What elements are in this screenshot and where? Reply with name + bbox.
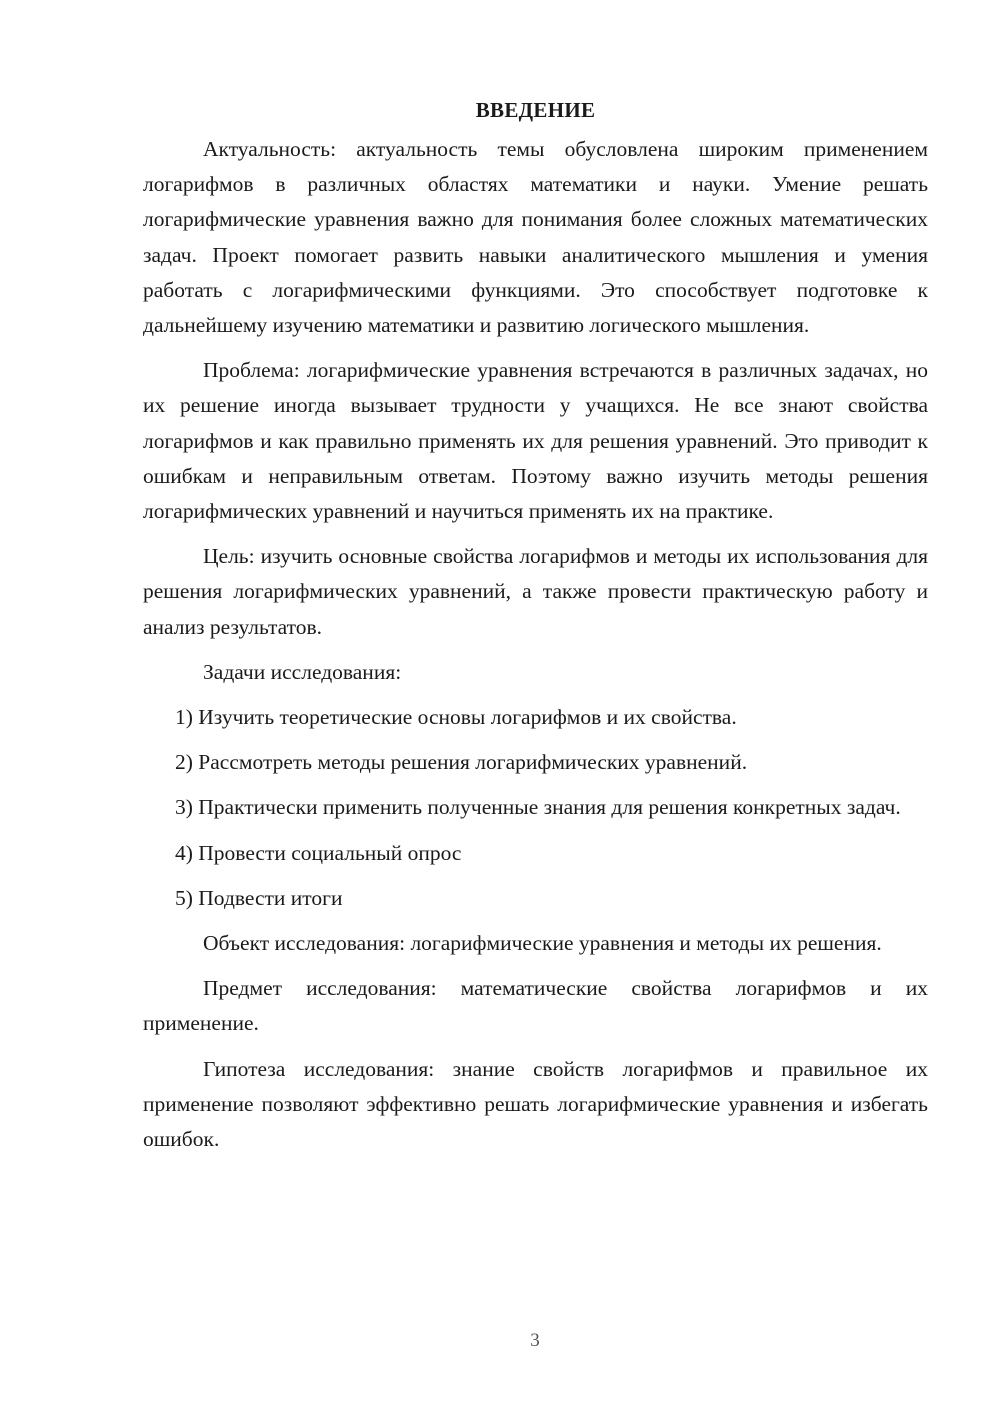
task-item-5: 5) Подвести итоги xyxy=(175,885,343,910)
hypothesis-paragraph: Гипотеза исследования: знание свойств логарифмов и правильное их применение позволяют эффективно решать логарифмические уравнения и избегать ошибок. xyxy=(143,1056,928,1152)
task-item-4: 4) Провести социальный опрос xyxy=(175,840,462,865)
object-paragraph: Объект исследования: логарифмические уравнения и методы их решения. xyxy=(203,931,882,956)
goal-paragraph: Цель: изучить основные свойства логарифмов и методы их использования для решения логарифмических уравнений, а также провести практическую работу и анализ результатов. xyxy=(143,544,928,639)
task-item-1: 1) Изучить теоретические основы логарифмов и их свойства. xyxy=(175,705,737,730)
relevance-paragraph: Актуальность: актуальность темы обусловлена широким применением логарифмов в различных областях математики и науки. Умение решать логарифмические уравнения важно для понимания более сложных математических задач. Проект помогает развить навыки аналитического мышления и умения работать с логарифмическими функциями. Это способствует подготовке к дальнейшему изучению математики и развитию логического мышления. xyxy=(143,137,928,338)
page-number: 3 xyxy=(530,1330,540,1351)
problem-paragraph: Проблема: логарифмические уравнения встречаются в различных задачах, но их решение иногда вызывает трудности у учащихся. Не все знают свойства логарифмов и как правильно применять их для решения уравнений. Это приводит к ошибкам и неправильным ответам. Поэтому важно изучить методы решения логарифмических уравнений и научиться применять их на практике. xyxy=(143,358,928,524)
task-item-3: 3) Практически применить полученные знания для решения конкретных задач. xyxy=(175,795,901,820)
task-item-2: 2) Рассмотреть методы решения логарифмических уравнений. xyxy=(175,750,748,775)
tasks-heading: Задачи исследования: xyxy=(203,659,402,684)
page-title: ВВЕДЕНИЕ xyxy=(475,98,596,122)
document-page xyxy=(143,92,928,1167)
subject-paragraph: Предмет исследования: математические свойства логарифмов и их применение. xyxy=(143,976,928,1036)
